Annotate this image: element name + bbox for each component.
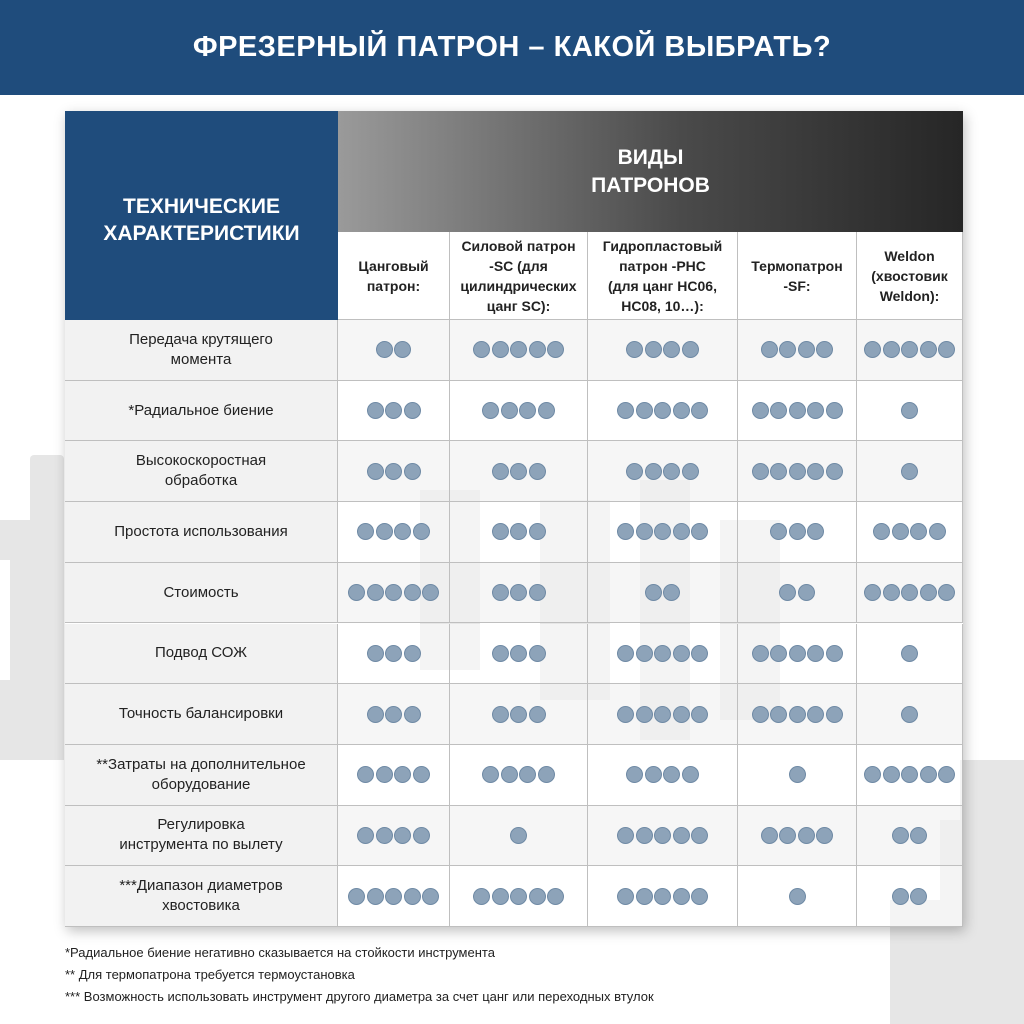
rating-cell xyxy=(738,624,857,685)
rating-dot xyxy=(492,523,509,540)
characteristics-header xyxy=(65,111,338,320)
column-header xyxy=(588,232,738,320)
rating-dot xyxy=(636,402,653,419)
rating-dot xyxy=(617,706,634,723)
characteristic-row-label xyxy=(65,563,338,624)
footnote: *** Возможность использовать инструмент другого диаметра за счет цанг или переходных втулок xyxy=(65,989,654,1004)
rating-dot xyxy=(492,706,509,723)
rating-dot xyxy=(367,584,384,601)
rating-dot xyxy=(376,341,393,358)
rating-dot xyxy=(920,584,937,601)
rating-dot xyxy=(394,766,411,783)
rating-dot xyxy=(654,523,671,540)
rating-dot xyxy=(770,463,787,480)
rating-dot xyxy=(385,584,402,601)
rating-dot xyxy=(404,645,421,662)
rating-dot xyxy=(617,402,634,419)
rating-dot xyxy=(519,766,536,783)
rating-dot xyxy=(789,463,806,480)
rating-dot xyxy=(938,766,955,783)
rating-cell xyxy=(857,381,963,442)
rating-cell xyxy=(738,320,857,381)
rating-dot xyxy=(367,402,384,419)
characteristic-row-label xyxy=(65,684,338,745)
rating-dot xyxy=(385,706,402,723)
rating-dot xyxy=(636,706,653,723)
rating-dot xyxy=(910,888,927,905)
rating-dot xyxy=(682,766,699,783)
rating-dot xyxy=(501,402,518,419)
rating-dot xyxy=(682,463,699,480)
rating-cell xyxy=(338,806,450,867)
rating-dot xyxy=(492,645,509,662)
rating-dot xyxy=(473,888,490,905)
rating-dot xyxy=(617,645,634,662)
characteristic-label-text: Подвод СОЖ xyxy=(155,644,247,662)
rating-dot xyxy=(901,706,918,723)
rating-dot xyxy=(779,827,796,844)
rating-cell xyxy=(588,866,738,927)
rating-dot xyxy=(636,523,653,540)
rating-cell xyxy=(338,563,450,624)
characteristic-label-text: *Радиальное биение xyxy=(128,401,274,419)
rating-dot xyxy=(691,523,708,540)
rating-dot xyxy=(654,645,671,662)
rating-dot xyxy=(529,341,546,358)
rating-dot xyxy=(864,341,881,358)
rating-dot xyxy=(789,706,806,723)
rating-dot xyxy=(691,402,708,419)
rating-cell xyxy=(450,624,588,685)
rating-dot xyxy=(348,888,365,905)
rating-cell xyxy=(588,684,738,745)
rating-dot xyxy=(654,402,671,419)
rating-dot xyxy=(770,645,787,662)
rating-dot xyxy=(529,706,546,723)
rating-dot xyxy=(779,341,796,358)
footnote: ** Для термопатрона требуется термоустановка xyxy=(65,967,355,982)
rating-dot xyxy=(492,584,509,601)
rating-dot xyxy=(770,402,787,419)
chuck-types-header-label: ВИДЫ ПАТРОНОВ xyxy=(591,145,710,197)
rating-dot xyxy=(376,766,393,783)
rating-cell xyxy=(338,381,450,442)
rating-cell xyxy=(450,684,588,745)
rating-dot xyxy=(826,706,843,723)
rating-dot xyxy=(654,888,671,905)
rating-dot xyxy=(404,463,421,480)
rating-dot xyxy=(636,827,653,844)
rating-cell xyxy=(588,381,738,442)
rating-cell xyxy=(450,381,588,442)
characteristic-label-text: Высокоскоростная обработка xyxy=(135,452,267,490)
rating-dot xyxy=(770,523,787,540)
rating-cell xyxy=(338,624,450,685)
rating-dot xyxy=(519,402,536,419)
rating-dot xyxy=(752,645,769,662)
rating-cell xyxy=(857,563,963,624)
rating-dot xyxy=(626,341,643,358)
rating-dot xyxy=(883,766,900,783)
rating-dot xyxy=(901,766,918,783)
characteristic-row-label xyxy=(65,624,338,685)
rating-dot xyxy=(617,888,634,905)
page-header xyxy=(0,0,1024,95)
rating-dot xyxy=(538,766,555,783)
rating-dot xyxy=(673,645,690,662)
rating-cell xyxy=(450,806,588,867)
rating-dot xyxy=(673,706,690,723)
rating-cell xyxy=(857,745,963,806)
rating-dot xyxy=(654,706,671,723)
rating-dot xyxy=(348,584,365,601)
rating-dot xyxy=(394,341,411,358)
rating-dot xyxy=(901,341,918,358)
rating-dot xyxy=(663,341,680,358)
rating-dot xyxy=(413,827,430,844)
footnotes xyxy=(65,942,965,1008)
rating-dot xyxy=(910,827,927,844)
rating-cell xyxy=(588,563,738,624)
rating-dot xyxy=(938,341,955,358)
rating-dot xyxy=(645,584,662,601)
rating-dot xyxy=(789,645,806,662)
rating-dot xyxy=(938,584,955,601)
rating-dot xyxy=(892,827,909,844)
column-header xyxy=(857,232,963,320)
rating-dot xyxy=(510,463,527,480)
rating-cell xyxy=(588,624,738,685)
rating-dot xyxy=(404,584,421,601)
rating-dot xyxy=(892,523,909,540)
rating-cell xyxy=(588,441,738,502)
rating-cell xyxy=(338,745,450,806)
rating-dot xyxy=(807,706,824,723)
rating-cell xyxy=(857,806,963,867)
rating-dot xyxy=(385,645,402,662)
rating-dot xyxy=(367,463,384,480)
column-header-label: Гидропластовый патрон -PHC (для цанг HC06, HC08, 10…): xyxy=(602,237,723,314)
rating-dot xyxy=(385,402,402,419)
rating-dot xyxy=(367,645,384,662)
rating-dot xyxy=(492,341,509,358)
rating-dot xyxy=(422,888,439,905)
characteristic-label-text: Простота использования xyxy=(114,522,288,540)
rating-cell xyxy=(450,502,588,563)
chuck-types-header xyxy=(338,111,963,232)
rating-cell xyxy=(450,866,588,927)
characteristics-header-label: ТЕХНИЧЕСКИЕ ХАРАКТЕРИСТИКИ xyxy=(103,194,300,245)
rating-dot xyxy=(691,827,708,844)
rating-dot xyxy=(482,402,499,419)
rating-dot xyxy=(929,523,946,540)
rating-dot xyxy=(691,706,708,723)
rating-cell xyxy=(738,806,857,867)
rating-cell xyxy=(338,320,450,381)
rating-dot xyxy=(510,645,527,662)
rating-dot xyxy=(357,523,374,540)
rating-cell xyxy=(338,866,450,927)
characteristic-label-text: Передача крутящего момента xyxy=(129,330,273,368)
characteristic-row-label xyxy=(65,866,338,927)
rating-cell xyxy=(857,684,963,745)
rating-dot xyxy=(920,341,937,358)
rating-dot xyxy=(673,523,690,540)
rating-dot xyxy=(510,523,527,540)
rating-dot xyxy=(492,463,509,480)
rating-dot xyxy=(901,402,918,419)
rating-dot xyxy=(798,827,815,844)
rating-dot xyxy=(510,341,527,358)
rating-dot xyxy=(510,584,527,601)
rating-dot xyxy=(761,341,778,358)
rating-dot xyxy=(482,766,499,783)
rating-dot xyxy=(636,645,653,662)
rating-dot xyxy=(770,706,787,723)
rating-cell xyxy=(738,745,857,806)
rating-dot xyxy=(422,584,439,601)
rating-dot xyxy=(807,402,824,419)
rating-cell xyxy=(738,381,857,442)
column-header-label: Weldon (хвостовик Weldon): xyxy=(871,247,948,304)
rating-dot xyxy=(826,402,843,419)
rating-dot xyxy=(367,888,384,905)
rating-dot xyxy=(394,523,411,540)
rating-dot xyxy=(547,888,564,905)
rating-dot xyxy=(394,827,411,844)
column-header xyxy=(450,232,588,320)
rating-dot xyxy=(816,341,833,358)
rating-dot xyxy=(798,341,815,358)
column-header-label: Цанговый патрон: xyxy=(358,257,429,294)
rating-dot xyxy=(645,463,662,480)
footnote: *Радиальное биение негативно сказывается на стойкости инструмента xyxy=(65,945,495,960)
rating-dot xyxy=(864,766,881,783)
rating-dot xyxy=(673,402,690,419)
rating-dot xyxy=(901,645,918,662)
rating-dot xyxy=(645,766,662,783)
rating-dot xyxy=(826,645,843,662)
rating-dot xyxy=(367,706,384,723)
rating-cell xyxy=(588,806,738,867)
rating-dot xyxy=(752,402,769,419)
characteristic-row-label xyxy=(65,381,338,442)
characteristic-label-text: Стоимость xyxy=(163,583,239,601)
rating-cell xyxy=(738,866,857,927)
rating-dot xyxy=(752,706,769,723)
rating-dot xyxy=(529,463,546,480)
rating-dot xyxy=(510,888,527,905)
rating-cell xyxy=(450,745,588,806)
column-header-label: Термопатрон -SF: xyxy=(751,257,843,294)
rating-cell xyxy=(857,502,963,563)
characteristic-row-label xyxy=(65,806,338,867)
rating-cell xyxy=(857,866,963,927)
rating-dot xyxy=(376,827,393,844)
rating-dot xyxy=(547,341,564,358)
page-title: ФРЕЗЕРНЫЙ ПАТРОН – КАКОЙ ВЫБРАТЬ? xyxy=(192,31,832,63)
rating-dot xyxy=(691,888,708,905)
rating-dot xyxy=(529,584,546,601)
rating-dot xyxy=(385,463,402,480)
rating-dot xyxy=(807,523,824,540)
rating-cell xyxy=(338,502,450,563)
rating-dot xyxy=(473,341,490,358)
rating-dot xyxy=(663,584,680,601)
rating-dot xyxy=(663,463,680,480)
rating-dot xyxy=(901,584,918,601)
characteristic-row-label xyxy=(65,745,338,806)
rating-dot xyxy=(682,341,699,358)
rating-dot xyxy=(826,463,843,480)
rating-dot xyxy=(883,341,900,358)
rating-dot xyxy=(529,888,546,905)
rating-cell xyxy=(738,502,857,563)
characteristic-row-label xyxy=(65,502,338,563)
rating-dot xyxy=(789,766,806,783)
rating-dot xyxy=(357,766,374,783)
column-header xyxy=(338,232,450,320)
rating-dot xyxy=(798,584,815,601)
rating-dot xyxy=(654,827,671,844)
rating-dot xyxy=(789,402,806,419)
rating-dot xyxy=(752,463,769,480)
rating-dot xyxy=(617,523,634,540)
rating-cell xyxy=(588,745,738,806)
rating-dot xyxy=(538,402,555,419)
comparison-table xyxy=(65,111,963,927)
rating-cell xyxy=(857,320,963,381)
characteristic-row-label xyxy=(65,441,338,502)
rating-dot xyxy=(779,584,796,601)
rating-cell xyxy=(588,320,738,381)
rating-dot xyxy=(357,827,374,844)
rating-dot xyxy=(413,766,430,783)
rating-dot xyxy=(673,827,690,844)
rating-dot xyxy=(673,888,690,905)
characteristic-label-text: **Затраты на дополнительное оборудование xyxy=(96,755,306,793)
rating-dot xyxy=(920,766,937,783)
rating-dot xyxy=(789,523,806,540)
rating-dot xyxy=(663,766,680,783)
rating-dot xyxy=(789,888,806,905)
column-header-label: Силовой патрон -SC (для цилиндрических цанг SC): xyxy=(460,237,577,314)
characteristic-label-text: Точность балансировки xyxy=(118,705,284,723)
rating-dot xyxy=(617,827,634,844)
rating-dot xyxy=(901,463,918,480)
rating-dot xyxy=(910,523,927,540)
column-header xyxy=(738,232,857,320)
rating-cell xyxy=(450,441,588,502)
rating-dot xyxy=(529,523,546,540)
rating-dot xyxy=(636,888,653,905)
rating-dot xyxy=(892,888,909,905)
rating-dot xyxy=(385,888,402,905)
rating-dot xyxy=(883,584,900,601)
rating-cell xyxy=(450,320,588,381)
rating-cell xyxy=(338,684,450,745)
rating-dot xyxy=(691,645,708,662)
rating-cell xyxy=(588,502,738,563)
rating-dot xyxy=(761,827,778,844)
rating-dot xyxy=(501,766,518,783)
rating-dot xyxy=(807,645,824,662)
characteristic-label-text: Регулировка инструмента по вылету xyxy=(119,816,283,854)
rating-cell xyxy=(857,624,963,685)
rating-cell xyxy=(857,441,963,502)
rating-dot xyxy=(510,706,527,723)
rating-dot xyxy=(413,523,430,540)
rating-dot xyxy=(529,645,546,662)
rating-cell xyxy=(738,684,857,745)
rating-dot xyxy=(626,766,643,783)
rating-dot xyxy=(404,706,421,723)
rating-dot xyxy=(510,827,527,844)
rating-dot xyxy=(404,402,421,419)
rating-dot xyxy=(376,523,393,540)
rating-cell xyxy=(450,563,588,624)
rating-dot xyxy=(404,888,421,905)
rating-cell xyxy=(738,563,857,624)
rating-cell xyxy=(738,441,857,502)
rating-dot xyxy=(864,584,881,601)
characteristic-row-label xyxy=(65,320,338,381)
rating-dot xyxy=(492,888,509,905)
rating-dot xyxy=(626,463,643,480)
characteristic-label-text: ***Диапазон диаметров хвостовика xyxy=(119,877,283,915)
rating-dot xyxy=(645,341,662,358)
rating-dot xyxy=(816,827,833,844)
rating-dot xyxy=(807,463,824,480)
rating-dot xyxy=(873,523,890,540)
rating-cell xyxy=(338,441,450,502)
